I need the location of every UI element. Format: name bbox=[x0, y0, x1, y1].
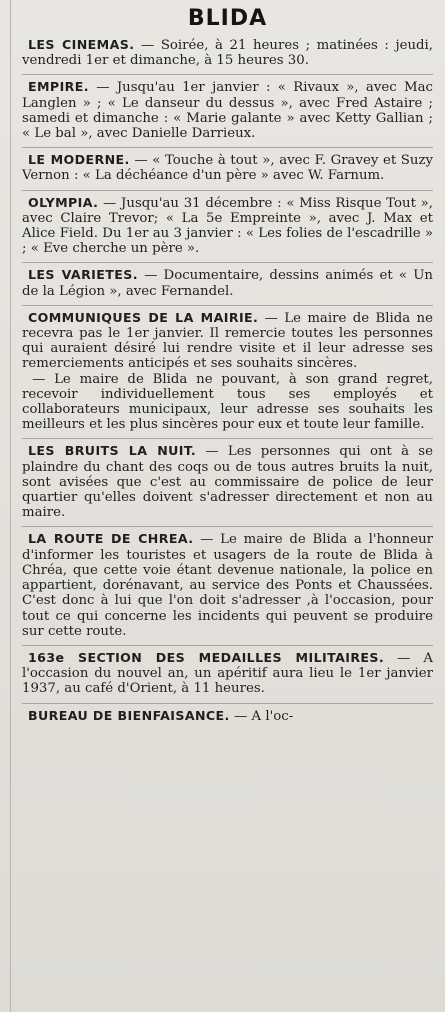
article-text: — Le maire de Blida ne pouvant, à son grand regret, recevoir individuellement tous ses employés et collaborateurs municipaux, leur adresse ses souhaits les meilleurs et les plus sincères pour eux et toute leur famille. bbox=[22, 371, 433, 433]
article-chrea bbox=[22, 531, 433, 638]
article-text: — Le maire de Blida a l'honneur d'informer les touristes et usagers de la route de Blida à Chréa, que cette voie étant devenue nationale, la police en appartient, dorénavant, au service des Ponts et Chaussées. C'est donc à lui que l'on doit s'adresser ,à l'occasion, pour tout ce qui concerne les incidents qui peuvent se produire sur cette route. bbox=[22, 532, 433, 639]
article-bienfaisance bbox=[22, 708, 433, 724]
article-varietes bbox=[22, 267, 433, 298]
article-text: — A l'occasion du nouvel an, un apéritif aura lieu le 1er janvier 1937, au café d'Orient, à 11 heures. bbox=[22, 650, 433, 697]
article-paragraph bbox=[22, 79, 433, 141]
article-heading: LA ROUTE DE CHREA. bbox=[28, 531, 194, 547]
article-text: — Documentaire, dessins animés et « Un de la Légion », avec Fernandel. bbox=[22, 268, 433, 299]
article-paragraph bbox=[22, 708, 433, 724]
article-divider bbox=[22, 147, 433, 148]
article-heading: LES BRUITS LA NUIT. bbox=[28, 443, 197, 459]
article-heading: LES VARIETES. bbox=[28, 267, 138, 283]
article-paragraph bbox=[22, 267, 433, 298]
article-text: — Jusqu'au 1er janvier : « Rivaux », avec Mac Langlen » ; « Le danseur du dessus », avec Fred Astaire ; samedi et dimanche : « Marie galante » avec Ketty Gallian ; « Le bal », avec Danielle Darrieux. bbox=[22, 80, 433, 142]
article-divider bbox=[22, 438, 433, 439]
article-divider bbox=[22, 74, 433, 75]
article-text: — Le maire de Blida ne recevra pas le 1er janvier. Il remercie toutes les personnes qui auraient désiré lui rendre visite et il leur adresse ses remerciements anticipés et ses souhaits sincères. bbox=[22, 310, 433, 372]
article-paragraph bbox=[22, 152, 433, 183]
article-text: — « Touche à tout », avec F. Gravey et Suzy Vernon : « La déchéance d'un père » avec W. Farnum. bbox=[22, 153, 433, 184]
article-paragraph bbox=[22, 650, 433, 697]
article-divider bbox=[22, 703, 433, 704]
article-heading: COMMUNIQUES DE LA MAIRIE. bbox=[28, 309, 259, 325]
article-text: — A l'oc- bbox=[229, 708, 294, 724]
article-divider bbox=[22, 526, 433, 527]
article-paragraph bbox=[22, 531, 433, 638]
article-divider bbox=[22, 262, 433, 263]
section-title: BLIDA bbox=[187, 6, 268, 31]
article-paragraph bbox=[22, 37, 433, 68]
article-heading: EMPIRE. bbox=[28, 79, 89, 95]
article-text: — Jusqu'au 31 décembre : « Miss Risque Tout », avec Claire Trevor; « La 5e Empreinte », avec J. Max et Alice Field. Du 1er au 3 janvier : « Les folies de l'escadrille » ; « Eve cherche un père ». bbox=[22, 195, 433, 257]
article-text: — Les personnes qui ont à se plaindre du chant des coqs ou de tous autres bruits la nuit, sont avisées que c'est au commissaire de police de leur quartier qu'elles doivent s'adresser directement et non au maire. bbox=[22, 444, 433, 521]
article-olympia bbox=[22, 195, 433, 257]
article-text: — Soirée, à 21 heures ; matinées : jeudi, vendredi 1er et dimanche, à 15 heures 30. bbox=[22, 38, 434, 69]
article-mairie bbox=[22, 310, 433, 433]
article-heading: LE MODERNE. bbox=[28, 152, 130, 168]
article-empire bbox=[22, 79, 433, 141]
article-paragraph bbox=[22, 310, 433, 372]
article-cinemas bbox=[22, 37, 433, 68]
article-divider bbox=[22, 190, 433, 191]
article-heading: OLYMPIA. bbox=[28, 194, 99, 210]
articles-list bbox=[22, 37, 433, 724]
article-heading: LES CINEMAS. bbox=[28, 37, 135, 52]
article-moderne bbox=[22, 152, 433, 183]
article-paragraph bbox=[22, 372, 433, 433]
article-heading: 163e SECTION DES MEDAILLES MILITAIRES. bbox=[28, 649, 385, 665]
article-bruits bbox=[22, 443, 433, 520]
article-heading: BUREAU DE BIENFAISANCE. bbox=[28, 707, 230, 723]
article-paragraph bbox=[22, 195, 433, 257]
article-medailles bbox=[22, 650, 433, 697]
article-paragraph bbox=[22, 443, 433, 520]
article-divider bbox=[22, 645, 433, 646]
article-divider bbox=[22, 305, 433, 306]
